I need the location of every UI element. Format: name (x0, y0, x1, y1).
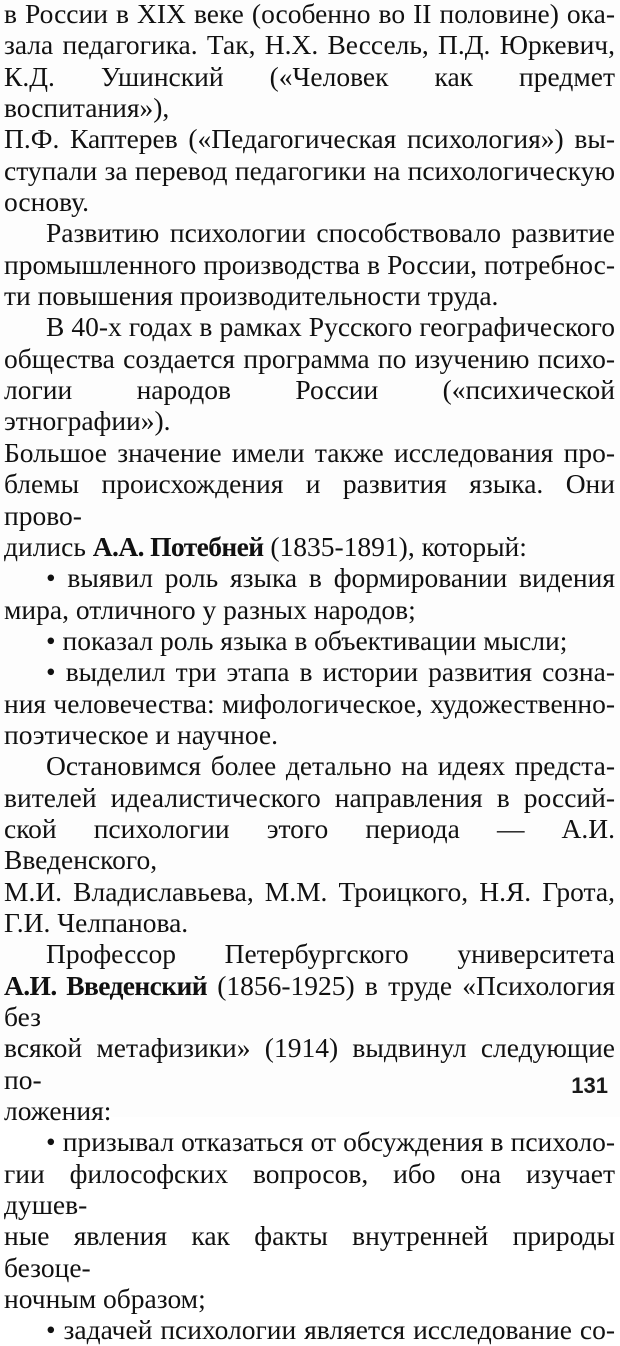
text-line: всякой метафизики» (1914) выдвинул следующие по- (4, 1032, 615, 1095)
text-line (4, 531, 615, 562)
bullet-item (4, 562, 615, 625)
text-line: общества создается программа по изучению психо- (4, 342, 615, 374)
text-line: логии народов России («психической этнографии»). (4, 374, 615, 437)
text-line: • выявил роль языка в формировании видения (46, 562, 615, 594)
page-number: 131 (571, 1073, 608, 1098)
bullet-item (4, 1314, 615, 1345)
text-line: ные явления как факты внутренней природы безоце- (4, 1220, 615, 1283)
text-line: ступали за перевод педагогики на психологическую (4, 154, 615, 186)
text-line: ложения: (4, 1095, 112, 1127)
text-run: (1856-1925) в труде «Психология без (4, 969, 615, 1032)
text-line: мира, отличного у разных народов; (4, 593, 416, 625)
body-text (4, 0, 615, 1346)
text-line (4, 970, 615, 1033)
text-line: Остановимся более детально на идеях предста- (46, 750, 615, 782)
text-line: зала педагогика. Так, Н.Х. Вессель, П.Д. Юркевич, (4, 29, 615, 61)
text-run: (1835-1891), который: (263, 530, 527, 562)
paragraph (4, 217, 615, 311)
text-line: в России в XIX веке (особенно во II половине) ока- (4, 0, 615, 29)
text-line: основу. (4, 186, 90, 218)
text-line: ти повышения производительности труда. (4, 280, 499, 312)
text-line: блемы происхождения и развития языка. Они прово- (4, 468, 615, 531)
paragraph (4, 750, 615, 938)
text-line: ния человечества: мифологическое, художественно- (4, 687, 615, 719)
text-line: М.И. Владиславьева, М.М. Троицкого, Н.Я. Грота, (4, 875, 615, 907)
text-line: гии философских вопросов, ибо она изучает душев- (4, 1157, 615, 1221)
text-line: • задачей психологии является исследование со- (46, 1314, 615, 1346)
text-line: вителей идеалистического направления в россий- (4, 781, 615, 813)
text-line: • показал роль языка в объективации мысли; (46, 624, 568, 656)
bullet-item (4, 1126, 615, 1314)
text-line: Г.И. Челпанова. (4, 906, 189, 938)
text-line: В 40-х годах в рамках Русского географического (46, 311, 615, 343)
paragraph (4, 938, 615, 1126)
text-line: ночным образом; (4, 1283, 206, 1315)
text-run: дились (4, 530, 93, 562)
text-line: • выделил три этапа в истории развития созна- (46, 656, 615, 688)
author-name-vvedensky: А.И. Введенский (4, 969, 207, 1001)
text-line: промышленного производства в России, потребнос- (4, 248, 615, 280)
text-line: К.Д. Ушинский («Человек как предмет воспитания»), (4, 60, 615, 124)
text-line: П.Ф. Каптерев («Педагогическая психология») вы- (4, 123, 615, 155)
text-line: Развитию психологии способствовало развитие (46, 217, 615, 249)
bullet-item (4, 625, 615, 656)
bullet-item (4, 656, 615, 750)
paragraph (4, 311, 615, 562)
text-line: поэтическое и научное. (4, 718, 278, 750)
author-name-potebnya: А.А. Потебней (92, 530, 264, 562)
paragraph-continuation (4, 0, 615, 217)
text-line: ской психологии этого периода — А.И. Введенского, (4, 812, 615, 876)
text-line: Большое значение имели также исследования про- (4, 436, 615, 468)
text-line: Профессор Петербургского университета (46, 938, 615, 970)
text-line: • призывал отказаться от обсуждения в психоло- (46, 1126, 615, 1158)
